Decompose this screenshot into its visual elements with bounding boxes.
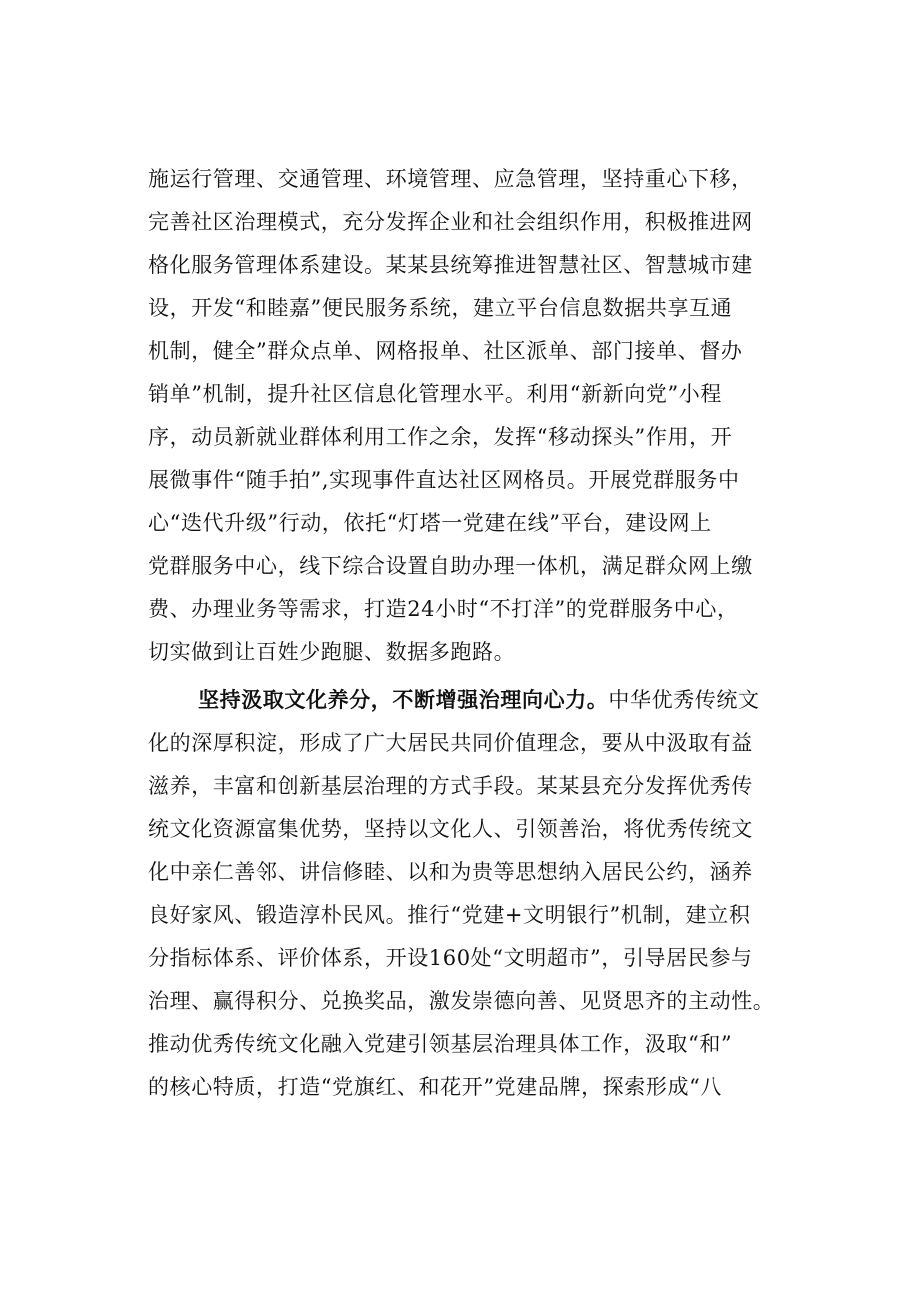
text-line: 展微事件“随手拍”,实现事件直达社区网格员。开展党群服务中 [148, 468, 740, 492]
text-line: 统文化资源富集优势，坚持以文化人、引领善治，将优秀传统文 [148, 817, 753, 841]
text-line: 机制，健全”群众点单、网格报单、社区派单、部门接单、督办 [148, 339, 743, 363]
text-line: 施运行管理、交通管理、环境管理、应急管理，坚持重心下移， [148, 167, 753, 191]
text-line: 良好家风、锻造淳朴民风。推行“党建+文明银行”机制，建立积 [148, 903, 751, 927]
paragraph-heading-line [198, 680, 828, 720]
text-line: 化中亲仁善邻、讲信修睦、以和为贵等思想纳入居民公约，涵养 [148, 860, 753, 884]
text-line: 治理、赢得积分、兑换奖品，激发崇德向善、见贤思齐的主动性。 [148, 989, 775, 1013]
text-line: 分指标体系、评价体系，开设160处“文明超市”，引导居民参与 [148, 946, 753, 970]
text-line: 格化服务管理体系建设。某某县统筹推进智慧社区、智慧城市建 [148, 253, 753, 277]
text-line: 化的深厚积淀，形成了广大居民共同价值理念，要从中汲取有益 [148, 731, 753, 755]
text-line: 完善社区治理模式，充分发挥企业和社会组织作用，积极推进网 [148, 210, 753, 234]
text-line: 推动优秀传统文化融入党建引领基层治理具体工作，汲取“和” [148, 1032, 733, 1056]
text-line: 序，动员新就业群体利用工作之余，发挥“移动探头”作用，开 [148, 425, 733, 449]
text-line: 党群服务中心，线下综合设置自助办理一体机，满足群众网上缴 [148, 554, 753, 578]
text-line: 费、办理业务等需求，打造24小时“不打洋”的党群服务中心， [148, 597, 739, 621]
paragraph-heading: 坚持汲取文化养分，不断增强治理向心力。 [198, 688, 609, 712]
text-line: 心“迭代升级”行动，依托“灯塔一党建在线”平台，建设网上 [148, 511, 712, 535]
text-span: 中华优秀传统文 [608, 688, 760, 712]
text-line: 切实做到让百姓少跑腿、数据多跑路。 [148, 640, 516, 664]
text-line: 设，开发“和睦嘉”便民服务系统，建立平台信息数据共享互通 [148, 296, 733, 320]
text-line: 销单”机制，提升社区信息化管理水平。利用“新新向党”小程 [148, 382, 723, 406]
text-line: 滋养，丰富和创新基层治理的方式手段。某某县充分发挥优秀传 [148, 774, 753, 798]
text-line: 的核心特质，打造“党旗红、和花开”党建品牌，探索形成“八 [148, 1075, 723, 1099]
